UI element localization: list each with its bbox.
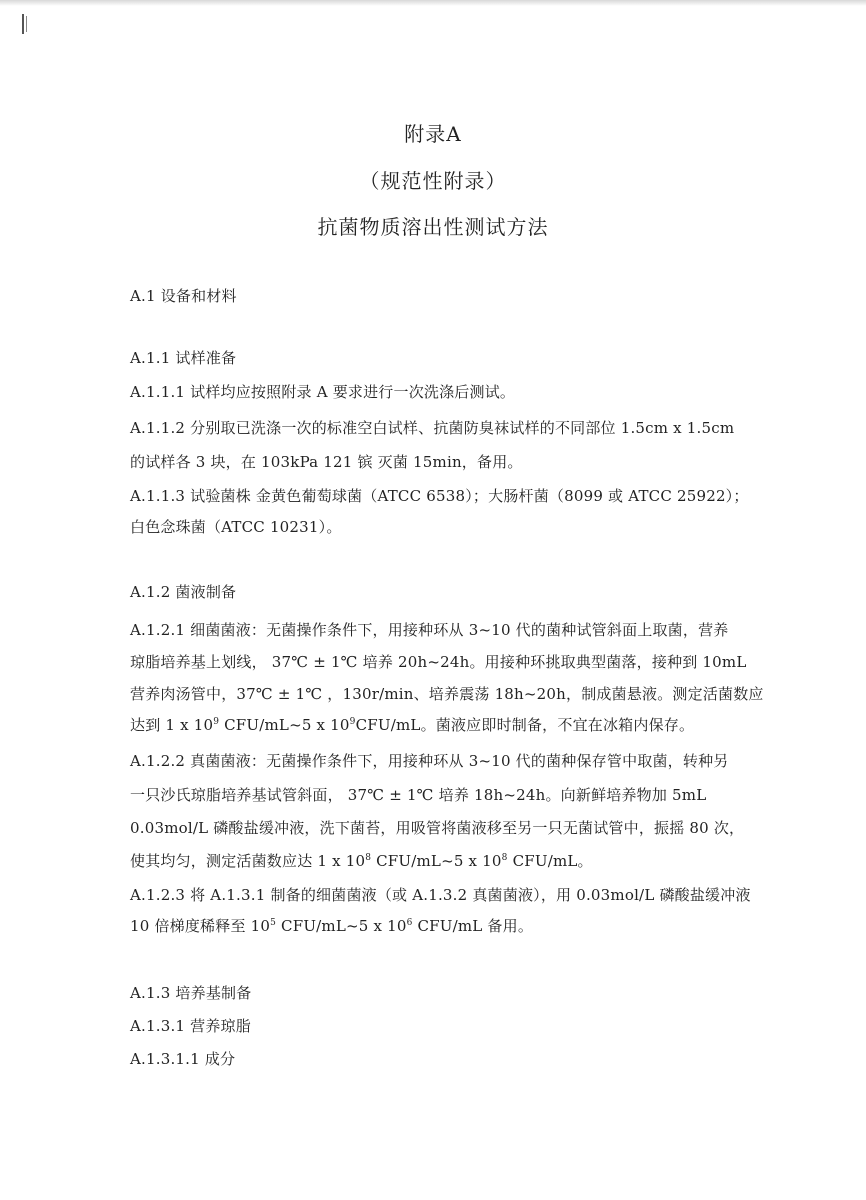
text-run: CFU/mL。菌液应即时制备，不宜在冰箱内保存。	[355, 716, 695, 734]
text-run: 使其均匀，测定活菌数应达 1 x 10	[130, 852, 366, 870]
paragraph-line	[130, 915, 533, 936]
paragraph-line: A.1.2.2 真菌菌液：无菌操作条件下，用接种环从 3~10 代的菌种保存管中取菌，转种另	[130, 752, 729, 770]
paragraph-line: A.1.1.2 分别取已洗涤一次的标准空白试样、抗菌防臭袜试样的不同部位 1.5cm x 1.5cm	[130, 419, 735, 437]
paragraph-line: A.1.1.3 试验菌株 金黄色葡萄球菌（ATCC 6538）；大肠杆菌（8099 或 ATCC 25922）；	[130, 487, 749, 505]
subsection-heading: A.1.1 试样准备	[130, 349, 237, 367]
text-run: 10 倍梯度稀释至 10	[130, 917, 271, 935]
paragraph-line: 琼脂培养基上划线， 37℃ ± 1℃ 培养 20h~24h。用接种环挑取典型菌落，接种到 10mL	[130, 653, 747, 671]
paragraph-line: 0.03mol/L 磷酸盐缓冲液，洗下菌苔，用吸管将菌液移至另一只无菌试管中，振摇 80 次，	[130, 819, 745, 837]
text-run: CFU/mL 备用。	[412, 917, 534, 935]
text-run: CFU/mL~5 x 10	[219, 716, 350, 734]
paragraph-line: A.1.2.3 将 A.1.3.1 制备的细菌菌液（或 A.1.3.2 真菌菌液），用 0.03mol/L 磷酸盐缓冲液	[130, 886, 751, 904]
paragraph-line: 一只沙氏琼脂培养基试管斜面， 37℃ ± 1℃ 培养 18h~24h。向新鲜培养物加 5mL	[130, 786, 707, 804]
page-edge	[0, 0, 866, 6]
appendix-heading: 附录A	[404, 122, 462, 146]
paragraph-line: A.1.1.1 试样均应按照附录 A 要求进行一次洗涤后测试。	[130, 383, 516, 401]
superscript: 6	[406, 918, 413, 928]
text-run: CFU/mL~5 x 10	[371, 852, 502, 870]
paragraph-line: A.1.2.1 细菌菌液：无菌操作条件下，用接种环从 3~10 代的菌种试管斜面上取菌，营养	[130, 621, 729, 639]
appendix-title: 抗菌物质溶出性测试方法	[317, 215, 549, 239]
text-run: CFU/mL。	[507, 852, 593, 870]
paragraph-line	[130, 714, 694, 735]
superscript: 9	[349, 717, 356, 727]
superscript: 8	[501, 853, 508, 863]
superscript: 9	[213, 717, 220, 727]
paragraph-line: A.1.3.1.1 成分	[130, 1050, 236, 1068]
paragraph-line	[130, 850, 593, 871]
paragraph-line: 白色念珠菌（ATCC 10231）。	[130, 518, 342, 536]
page-edge-mark	[26, 16, 27, 32]
appendix-nature: （规范性附录）	[359, 169, 507, 193]
text-run: CFU/mL~5 x 10	[276, 917, 407, 935]
section-heading: A.1 设备和材料	[130, 287, 237, 305]
text-run: 达到 1 x 10	[130, 716, 214, 734]
paragraph-line: A.1.3.1 营养琼脂	[130, 1017, 251, 1035]
superscript: 5	[270, 918, 277, 928]
paragraph-line: 的试样各 3 块，在 103kPa 121 镔 灭菌 15min，备用。	[130, 453, 523, 471]
superscript: 8	[365, 853, 372, 863]
subsection-heading: A.1.3 培养基制备	[130, 984, 252, 1002]
page-edge-mark	[22, 14, 24, 34]
subsection-heading: A.1.2 菌液制备	[130, 583, 237, 601]
paragraph-line: 营养肉汤管中，37℃ ± 1℃ ，130r/min、培养震荡 18h~20h，制成菌悬液。测定活菌数应	[130, 685, 764, 703]
